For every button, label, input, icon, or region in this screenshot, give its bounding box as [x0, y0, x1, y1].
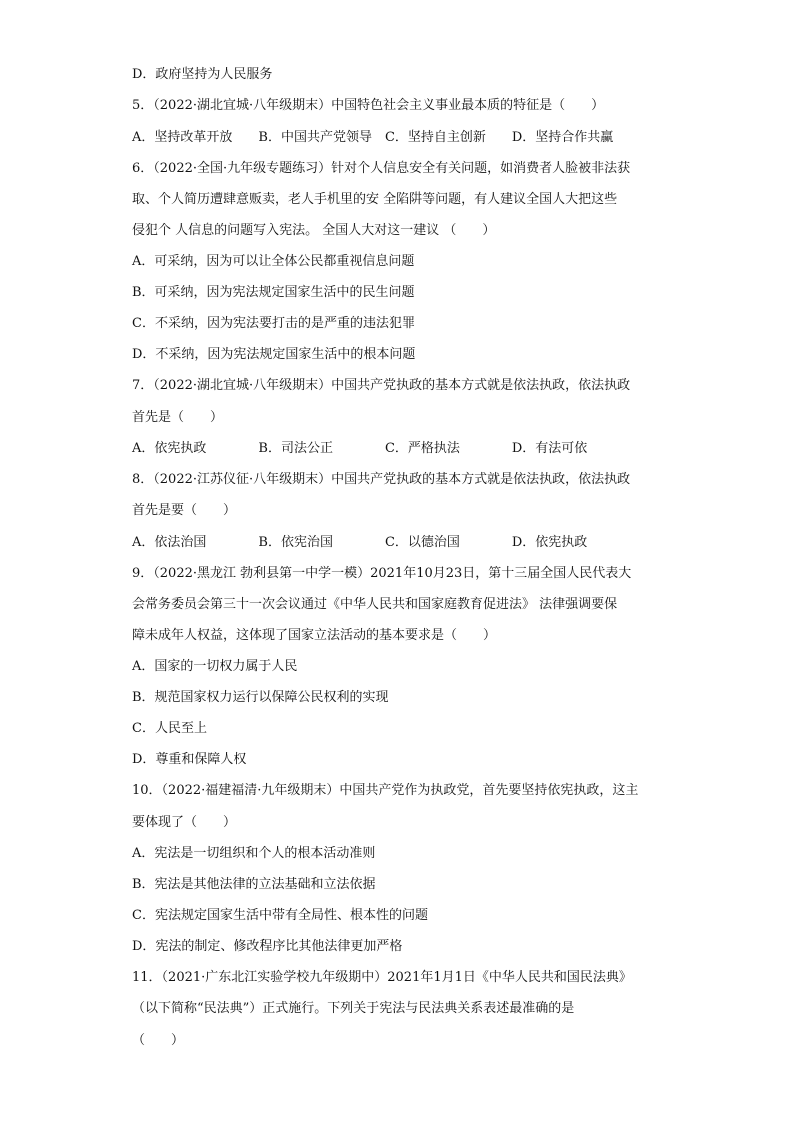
text-line: B．宪法是其他法律的立法基础和立法依据: [132, 877, 376, 892]
text-line: A．依法治国 B．依宪治国 C．以德治国 D．依宪执政: [132, 535, 588, 550]
text-line: 要体现了（ ）: [132, 815, 237, 830]
text-line: B．规范国家权力运行以保障公民权利的实现: [132, 690, 389, 705]
text-line: 取、个人简历遭肆意贩卖，老人手机里的安 全陷阱等问题，有人建议全国人大把这些: [132, 192, 618, 207]
text-line: 10．（2022·福建福清·九年级期末）中国共产党作为执政党，首先要坚持依宪执政，这主: [132, 783, 639, 798]
text-line: 会常务委员会第三十一次会议通过《中华人民共和国家庭教育促进法》 法律强调要保: [132, 597, 618, 612]
text-line: A．国家的一切权力属于人民: [132, 659, 298, 674]
text-line: D．宪法的制定、修改程序比其他法律更加严格: [132, 939, 403, 954]
text-line: 7．（2022·湖北宜城·八年级期末）中国共产党执政的基本方式就是依法执政，依法执政: [132, 378, 631, 393]
text-line: 首先是（ ）: [132, 410, 224, 425]
text-line: D．尊重和保障人权: [132, 752, 247, 767]
text-line: （ ）: [132, 1033, 185, 1048]
text-line: A．可采纳，因为可以让全体公民都重视信息问题: [132, 254, 415, 269]
text-line: 侵犯个 人信息的问题写入宪法。 全国人大对这一建议 （ ）: [132, 223, 496, 238]
text-line: C．人民至上: [132, 721, 207, 736]
text-line: D．政府坚持为人民服务: [132, 67, 273, 82]
text-line: 5．（2022·湖北宜城·八年级期末）中国特色社会主义事业最本质的特征是（ ）: [132, 98, 605, 113]
text-line: 首先是要（ ）: [132, 503, 237, 518]
text-line: 11．（2021·广东北江实验学校九年级期中）2021年1月1日《中华人民共和国民法典》: [132, 970, 632, 985]
text-line: C．不采纳，因为宪法要打击的是严重的违法犯罪: [132, 316, 415, 331]
text-line: C．宪法规定国家生活中带有全局性、根本性的问题: [132, 908, 428, 923]
text-line: 6．（2022·全国·九年级专题练习）针对个人信息安全有关问题，如消费者人脸被非法获: [132, 161, 631, 176]
text-line: D．不采纳，因为宪法规定国家生活中的根本问题: [132, 347, 416, 362]
text-line: 9．（2022·黑龙江 勃利县第一中学一模）2021年10月23日，第十三届全国人民代表大: [132, 566, 632, 581]
text-line: （以下简称“民法典”）正式施行。下列关于宪法与民法典关系表述最准确的是: [132, 1001, 575, 1016]
text-line: A．坚持改革开放 B．中国共产党领导 C．坚持自主创新 D．坚持合作共赢: [132, 130, 614, 145]
text-line: A．依宪执政 B．司法公正 C．严格执法 D．有法可依: [132, 441, 588, 456]
text-line: 障未成年人权益，这体现了国家立法活动的基本要求是（ ）: [132, 628, 497, 643]
text-line: B．可采纳，因为宪法规定国家生活中的民生问题: [132, 285, 415, 300]
text-line: 8．（2022·江苏仪征·八年级期末）中国共产党执政的基本方式就是依法执政，依法执政: [132, 472, 631, 487]
text-line: A．宪法是一切组织和个人的根本活动准则: [132, 846, 376, 861]
